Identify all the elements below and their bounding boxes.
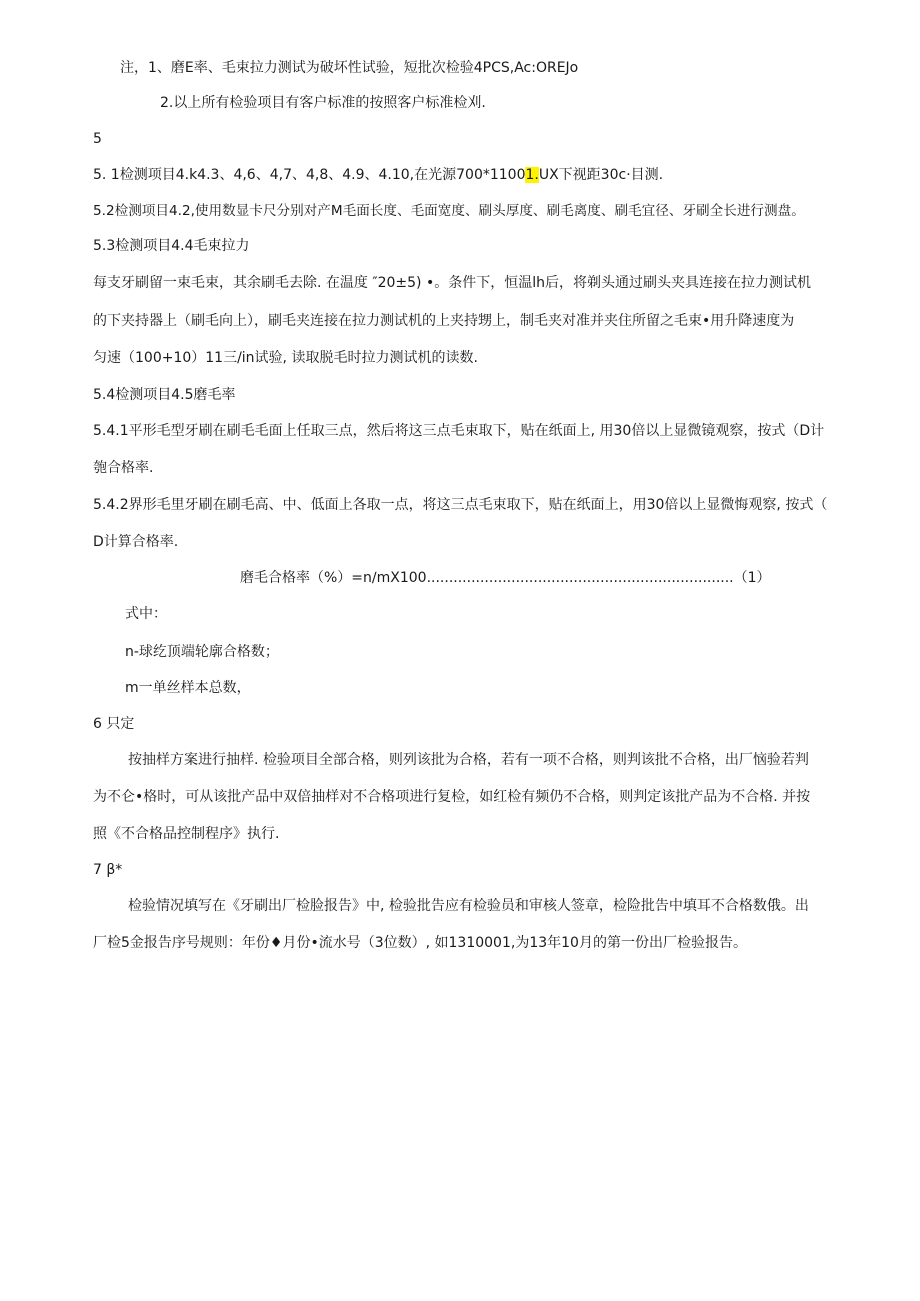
formula-wear-rate: 磨毛合格率（%）=n∕mX100.....................................................................（1） xyxy=(240,570,771,586)
para-5-3-line-1: 每支牙刷留一束毛束，其余刷毛去除. 在温度 ″20±5) •。条件下，恒温lh后，将剃头通过刷头夹具连接在拉力测试机 xyxy=(93,275,811,291)
section-6-line-2: 为不仑•格时，可从该批产品中双倍抽样对不合格项进行复检，如红检有频仍不合格，则判定该批产品为不合格. 并按 xyxy=(93,789,811,805)
section-6-line-1: 按抽样方案进行抽样. 检验项目全部合格，则列该批为合格，若有一项不合格，则判该批不合格，出厂恼验若判 xyxy=(128,752,809,768)
para-5-3-heading: 5.3检测项目4.4毛束拉力 xyxy=(93,238,250,254)
section-6-heading: 6 只定 xyxy=(93,716,135,732)
section-6-line-3: 照《不合格品控制程序》执行. xyxy=(93,826,280,842)
para-5-4-heading: 5.4检测项目4.5磨毛率 xyxy=(93,387,236,403)
note-1: 注，1、磨E率、毛束拉力测试为破坏性试验，短批次检验4PCS,Ac:OREJo xyxy=(120,60,579,76)
formula-where-label: 式中： xyxy=(125,606,167,622)
para-5-4-1-line-1: 5.4.1平形毛型牙刷在刷毛毛面上任取三点，然后将这三点毛束取下，贴在纸面上, 用30倍以上显微镜观察，按式（D计 xyxy=(93,423,825,439)
para-5-1 xyxy=(93,165,663,185)
section-7-heading: 7 β* xyxy=(93,862,123,878)
section-7-line-1: 检验情况填写在《牙刷出厂检脸报告》中, 检验批告应有检验员和审核人签章，检险批告中填耳不合格数俄。出 xyxy=(128,898,809,914)
para-5-1-part-b: UX下视距30c·目测. xyxy=(538,167,664,183)
para-5-3-line-3: 匀速（100+10）11三/in试验, 读取脱毛时拉力测试机的读数. xyxy=(93,350,478,366)
note-2: 2.以上所有检验项目有客户标准的按照客户标准检刈. xyxy=(160,95,486,111)
para-5-3-line-2: 的下夹持器上（刷毛向上），刷毛夹连接在拉力测试机的上夹持甥上，制毛夹对准并夹住所留之毛束•用升降速度为 xyxy=(93,313,795,329)
para-5-2: 5.2检测项目4.2,使用数显卡尺分别对产M毛面长度、毛面宽度、刷头厚度、刷毛离度、刷毛宜径、牙刷全长进行测盘。 xyxy=(93,203,805,219)
para-5-4-1-line-2: 匏合格率. xyxy=(93,460,154,476)
highlighted-text: 1. xyxy=(525,167,539,183)
para-5-1-part-a: 5. 1检测项目4.k4.3、4,6、4,7、4,8、4.9、4.10,在光源700*1100 xyxy=(93,167,526,183)
section-7-line-2: 厂检5金报告序号规则：年份♦月份•流水号（3位数）, 如1310001,为13年10月的第一份出厂检验报告。 xyxy=(93,935,747,951)
section-5-heading: 5 xyxy=(93,131,102,147)
definition-n: n-球纥顶端轮廓合格数； xyxy=(125,644,279,660)
para-5-4-2-line-1: 5.4.2界形毛里牙刷在刷毛高、中、低面上各取一点，将这三点毛束取下，贴在纸面上，用30倍以上显微悔观察, 按式（ xyxy=(93,497,828,513)
definition-m: m一单丝样本总数， xyxy=(125,680,251,696)
para-5-4-2-line-2: D计算合格率. xyxy=(93,534,179,550)
